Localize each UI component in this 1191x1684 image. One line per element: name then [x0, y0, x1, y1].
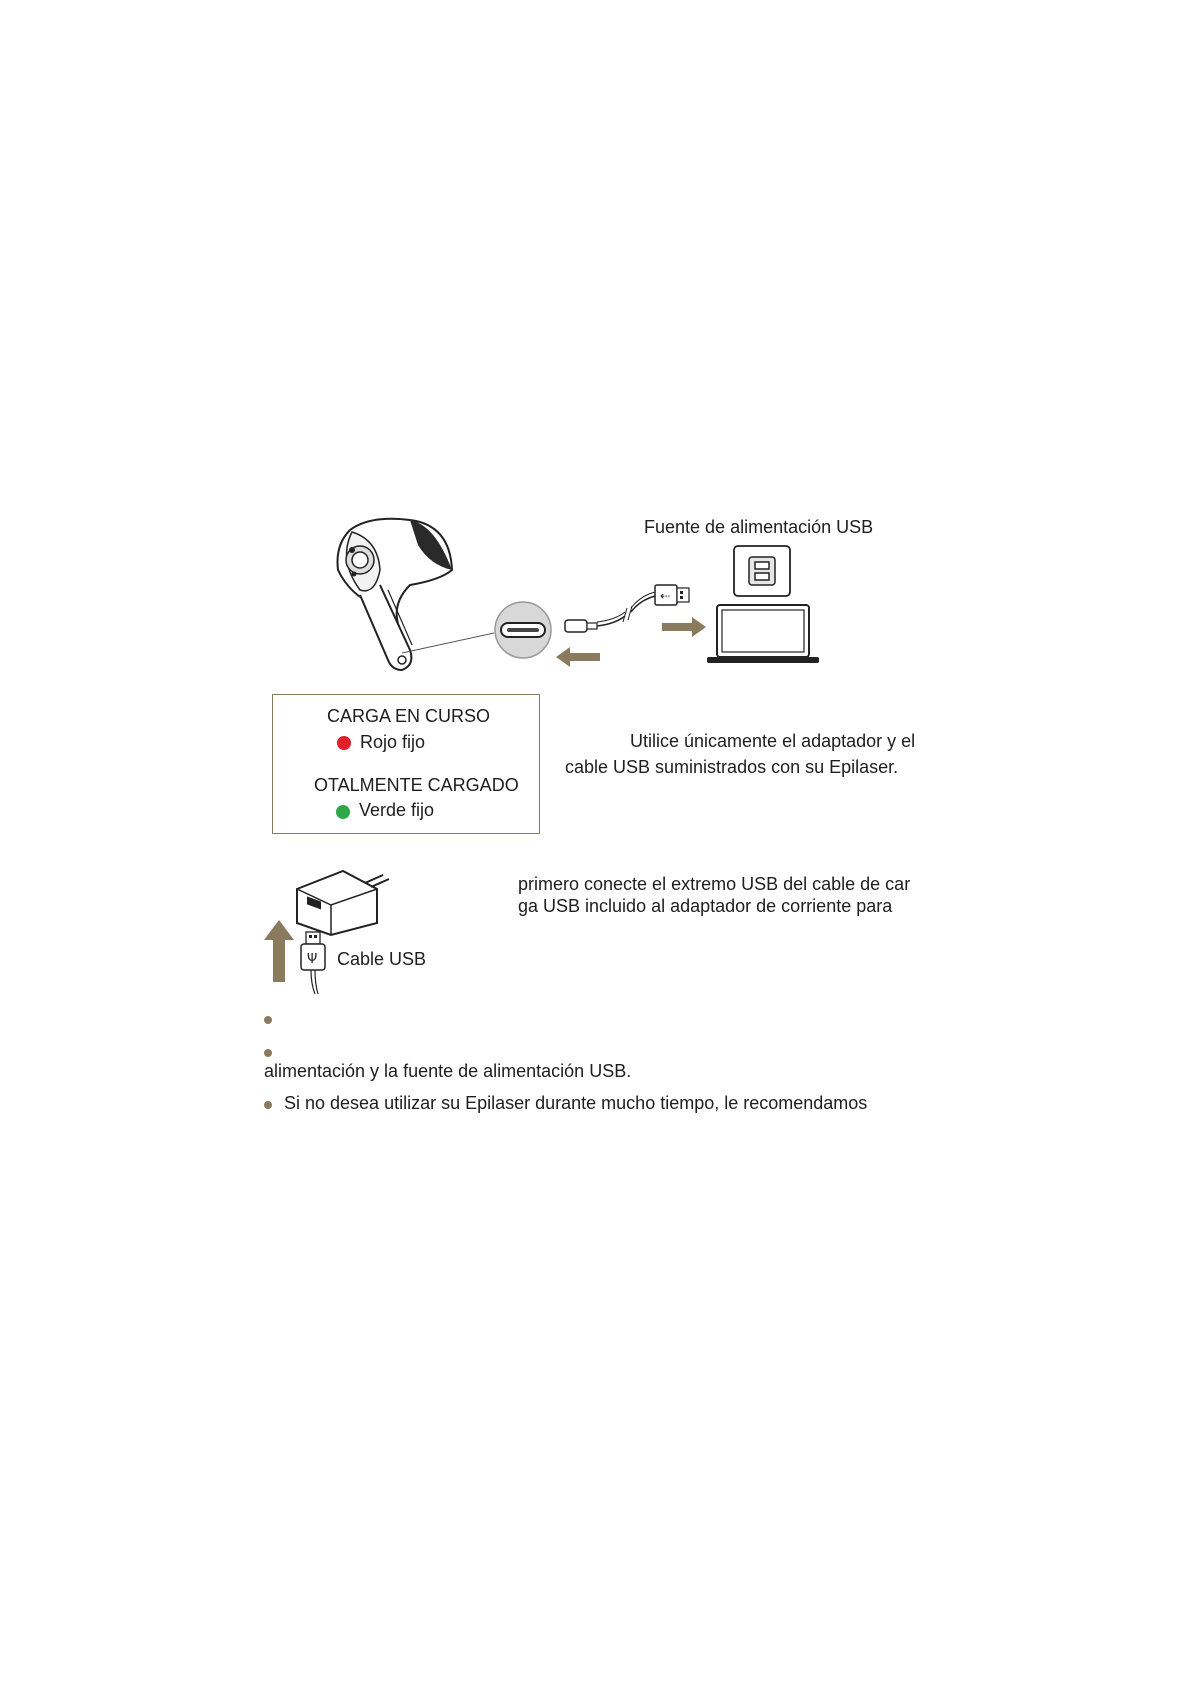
green-led-icon	[336, 805, 350, 819]
charged-state: Verde fijo	[359, 800, 435, 820]
laptop-icon	[707, 603, 819, 665]
adapter-text-line-2: ga USB incluido al adaptador de corriente para	[518, 896, 893, 916]
arrow-up-icon	[264, 920, 294, 982]
red-led-icon	[337, 736, 351, 750]
usb-cable-plug-icon	[299, 932, 329, 996]
usb-c-port-icon	[493, 600, 553, 660]
charging-state: Rojo fijo	[360, 732, 426, 752]
bullet-3	[264, 1101, 272, 1109]
arrow-right-icon	[662, 615, 706, 639]
note-line-1: Utilice únicamente el adaptador y el	[630, 731, 916, 751]
bullet-2	[264, 1049, 272, 1057]
note-line-2: cable USB suministrados con su Epilaser.	[565, 757, 899, 777]
usb-power-adapter-icon	[295, 865, 390, 937]
svg-text:⇠: ⇠	[660, 589, 671, 603]
charged-title: OTALMENTE CARGADO	[314, 775, 519, 795]
cable-usb-label: Cable USB	[337, 949, 427, 969]
bullet-2-continuation: alimentación y la fuente de alimentación USB.	[264, 1061, 632, 1081]
charging-status-box	[272, 694, 540, 834]
bullet-1	[264, 1016, 272, 1024]
bullet-3-text: Si no desea utilizar su Epilaser durante mucho tiempo, le recomendamos	[284, 1093, 868, 1113]
power-source-label: Fuente de alimentación USB	[644, 517, 874, 537]
svg-text:Ψ: Ψ	[307, 952, 318, 967]
charging-title: CARGA EN CURSO	[327, 706, 491, 726]
adapter-text-line-1: primero conecte el extremo USB del cable de car	[518, 874, 911, 894]
wall-usb-socket-icon	[733, 545, 791, 597]
arrow-left-icon	[556, 645, 600, 669]
callout-line	[402, 628, 502, 658]
